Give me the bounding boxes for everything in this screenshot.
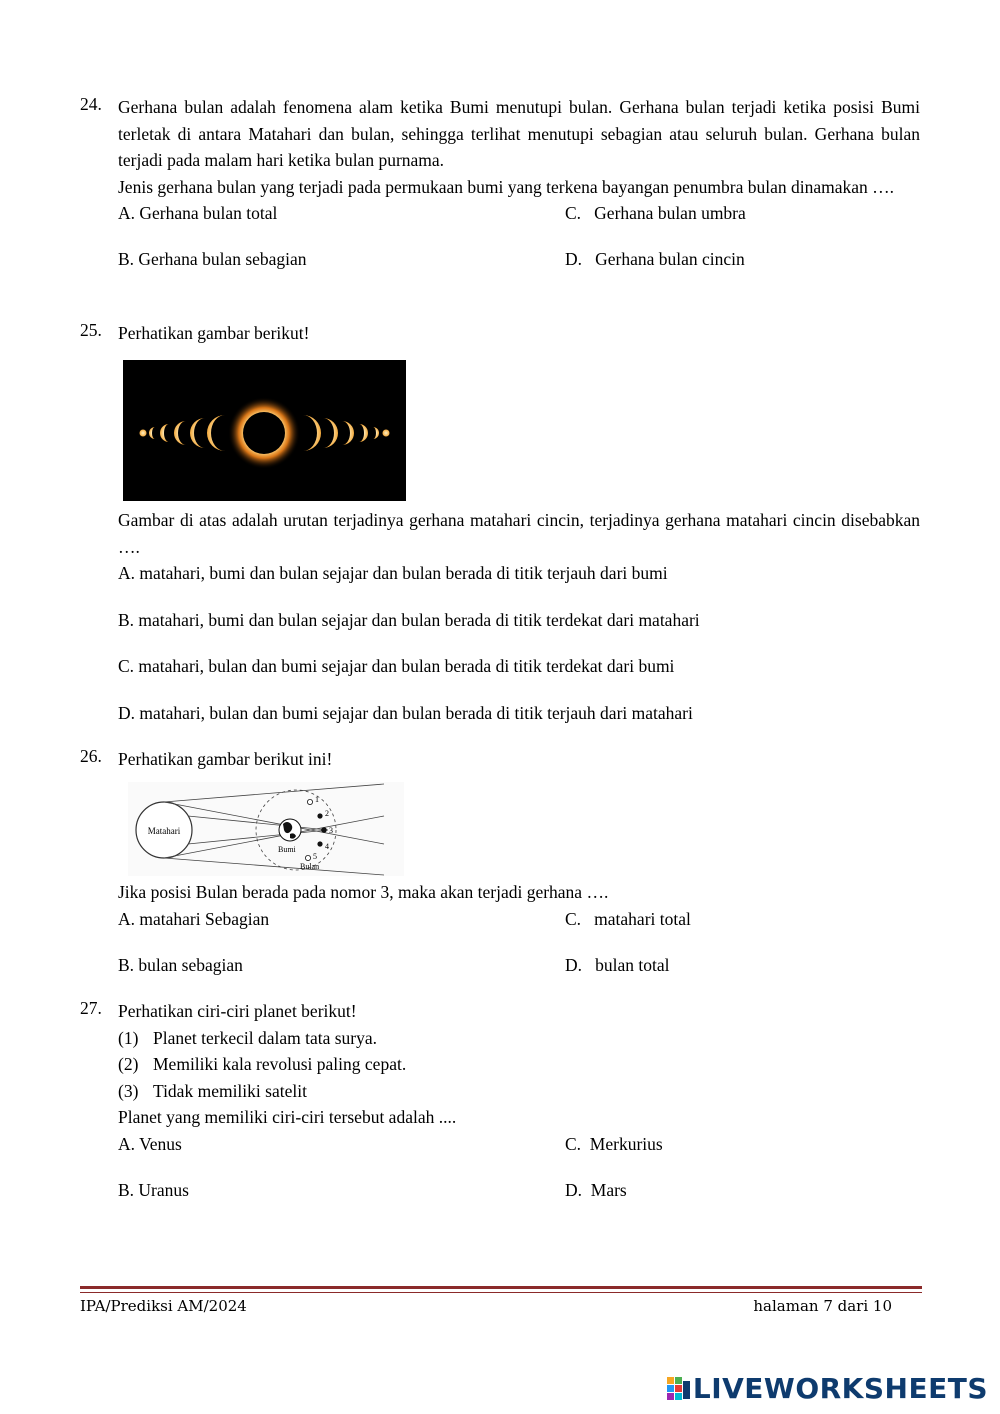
criteria-text: Tidak memiliki satelit [153, 1080, 307, 1101]
position-label: 3 [329, 826, 333, 835]
question-24 [80, 94, 920, 272]
option-a[interactable]: A. Venus [118, 1133, 182, 1154]
question-text: Jika posisi Bulan berada pada nomor 3, maka akan terjadi gerhana …. [118, 882, 609, 902]
brand-name: LIVEWORKSHEETS [692, 1372, 988, 1405]
option-d[interactable]: D. bulan total [565, 954, 670, 975]
question-number: 24. [80, 94, 102, 114]
footer-rule-thin [80, 1292, 922, 1293]
question-26 [80, 746, 920, 773]
criteria-text: Planet terkecil dalam tata surya. [153, 1027, 378, 1048]
criteria-item [118, 1025, 920, 1052]
question-25-body [80, 507, 920, 726]
footer-page-number: halaman 7 dari 10 [753, 1297, 892, 1315]
options-grid [118, 1131, 920, 1203]
question-25 [80, 320, 920, 347]
criteria-item [118, 1078, 920, 1105]
options-list [118, 560, 920, 726]
option-b[interactable]: B. Gerhana bulan sebagian [118, 249, 307, 269]
option-a[interactable]: A. matahari, bumi dan bulan sejajar dan bulan berada di titik terjauh dari bumi [118, 563, 668, 583]
question-number: 26. [80, 746, 102, 766]
question-number: 27. [80, 998, 102, 1018]
position-label: 4 [325, 842, 329, 851]
option-d[interactable]: D. matahari, bulan dan bumi sejajar dan bulan berada di titik terjauh dari matahari [118, 702, 693, 723]
option-c[interactable]: C. Gerhana bulan umbra [565, 203, 746, 223]
light-rays [164, 784, 384, 875]
option-d[interactable]: D. Gerhana bulan cincin [565, 249, 745, 269]
question-text: Planet yang memiliki ciri-ciri tersebut adalah .... [118, 1107, 457, 1127]
option-a[interactable]: A. Gerhana bulan total [118, 203, 278, 223]
eclipse-sequence-image [123, 360, 406, 501]
footer-rule [80, 1286, 922, 1289]
criteria-number: (1) [118, 1027, 139, 1048]
option-c[interactable]: C. matahari total [565, 908, 691, 929]
criteria-text: Memiliki kala revolusi paling cepat. [153, 1054, 407, 1074]
liveworksheets-logo [667, 1372, 988, 1405]
eclipse-position-graphic [128, 782, 404, 876]
moon-label: Bulan [300, 862, 320, 871]
footer-subject: IPA/Prediksi AM/2024 [80, 1297, 247, 1315]
earth-label: Bumi [278, 845, 296, 854]
question-26-body [80, 879, 920, 978]
question-intro: Perhatikan gambar berikut! [118, 323, 310, 343]
options-grid [118, 200, 920, 272]
question-paragraph: Gerhana bulan adalah fenomena alam ketika Bumi menutupi bulan. Gerhana bulan terjadi ketika posisi Bumi terletak di antara Matahari dan bulan, sehingga terlihat menutupi sebagian atau seluruh bulan. Gerhana bulan terjadi pada malam hari ketika bulan purnama. [118, 97, 920, 170]
position-label: 5 [313, 852, 317, 861]
question-paragraph: Jenis gerhana bulan yang terjadi pada permukaan bumi yang terkena bayangan penumbra bulan dinamakan …. [118, 176, 895, 197]
liveworksheets-icon [667, 1377, 691, 1401]
option-a[interactable]: A. matahari Sebagian [118, 908, 270, 929]
option-c[interactable]: C. matahari, bulan dan bumi sejajar dan bulan berada di titik terdekat dari bumi [118, 656, 675, 676]
criteria-item [118, 1051, 920, 1078]
eclipse-sequence-graphic [123, 360, 406, 501]
question-intro: Perhatikan ciri-ciri planet berikut! [118, 1001, 357, 1021]
option-b[interactable]: B. Uranus [118, 1179, 189, 1200]
option-d[interactable]: D. Mars [565, 1179, 627, 1200]
options-grid [118, 906, 920, 978]
criteria-number: (3) [118, 1080, 139, 1101]
question-intro: Perhatikan gambar berikut ini! [118, 749, 333, 769]
option-b[interactable]: B. matahari, bumi dan bulan sejajar dan bulan berada di titik terdekat dari matahari [118, 609, 700, 630]
question-number: 25. [80, 320, 102, 340]
question-27 [80, 998, 920, 1203]
position-label: 2 [325, 809, 329, 818]
eclipse-position-diagram [128, 782, 404, 876]
question-text: Gambar di atas adalah urutan terjadinya gerhana matahari cincin, terjadinya gerhana matahari cincin disebabkan …. [118, 510, 920, 557]
sun-label: Matahari [147, 826, 181, 836]
option-c[interactable]: C. Merkurius [565, 1133, 663, 1154]
position-label: 1 [315, 795, 319, 804]
criteria-number: (2) [118, 1054, 139, 1074]
option-b[interactable]: B. bulan sebagian [118, 954, 243, 975]
